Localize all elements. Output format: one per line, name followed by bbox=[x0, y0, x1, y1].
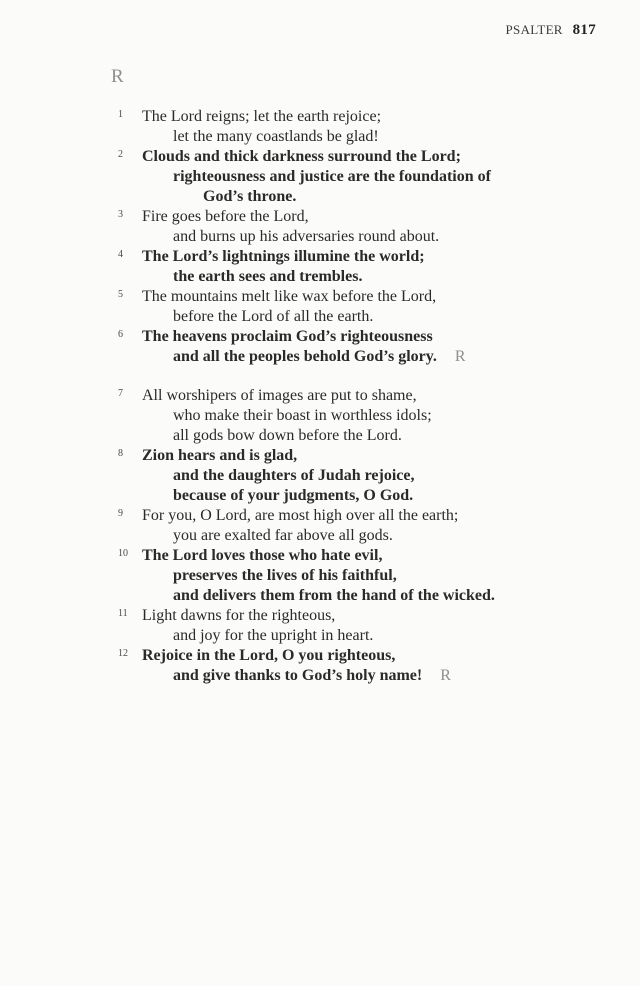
verse-line bbox=[142, 626, 614, 646]
verse bbox=[114, 646, 614, 686]
verse-number: 11 bbox=[118, 608, 128, 619]
verse-line-text: The mountains melt like wax before the Lord, bbox=[142, 288, 437, 305]
verse-line-text: because of your judgments, O God. bbox=[173, 487, 414, 504]
verse bbox=[114, 207, 614, 247]
stanza bbox=[114, 107, 614, 367]
verse-line bbox=[142, 327, 614, 347]
verse-number: 5 bbox=[118, 289, 123, 300]
verse-line bbox=[142, 347, 614, 367]
verse-line bbox=[142, 287, 614, 307]
verse-line bbox=[142, 666, 614, 686]
verse-number: 10 bbox=[118, 548, 128, 559]
verse-line bbox=[142, 127, 614, 147]
verse-line-text: The heavens proclaim God’s righteousness bbox=[142, 328, 433, 345]
verse-line-text: all gods bow down before the Lord. bbox=[173, 427, 402, 444]
verse bbox=[114, 506, 614, 546]
verse-line bbox=[142, 546, 614, 566]
verse bbox=[114, 147, 614, 207]
verse-number: 4 bbox=[118, 249, 123, 260]
section-title: PSALTER bbox=[505, 22, 563, 37]
verse-line-text: Clouds and thick darkness surround the Lord; bbox=[142, 148, 461, 165]
verse-line-text: The Lord reigns; let the earth rejoice; bbox=[142, 108, 382, 125]
verse-number: 3 bbox=[118, 209, 123, 220]
verse-line bbox=[142, 207, 614, 227]
verse-line-text: and burns up his adversaries round about. bbox=[173, 228, 440, 245]
verse-line-text: Light dawns for the righteous, bbox=[142, 607, 336, 624]
verse-number: 1 bbox=[118, 109, 123, 120]
verse-line-text: The Lord loves those who hate evil, bbox=[142, 547, 383, 564]
verse bbox=[114, 546, 614, 606]
verse-line-text: and the daughters of Judah rejoice, bbox=[173, 467, 415, 484]
verse-line bbox=[142, 526, 614, 546]
verse bbox=[114, 606, 614, 646]
verse-line bbox=[142, 227, 614, 247]
verse-line bbox=[142, 107, 614, 127]
verse-line bbox=[142, 466, 614, 486]
verse-line-text: The Lord’s lightnings illumine the world; bbox=[142, 248, 425, 265]
verse-number: 9 bbox=[118, 508, 123, 519]
verse bbox=[114, 287, 614, 327]
verse-line-text: Rejoice in the Lord, O you righteous, bbox=[142, 647, 396, 664]
verse-line-text: who make their boast in worthless idols; bbox=[173, 407, 432, 424]
verse-line-text: let the many coastlands be glad! bbox=[173, 128, 379, 145]
verse-line bbox=[142, 386, 614, 406]
verse-line bbox=[142, 646, 614, 666]
verse-line-text: and delivers them from the hand of the wicked. bbox=[173, 587, 495, 604]
verse bbox=[114, 386, 614, 446]
verse-line bbox=[142, 566, 614, 586]
verse-line-text: All worshipers of images are put to shame, bbox=[142, 387, 417, 404]
verse-line bbox=[142, 446, 614, 466]
verse-line-text: For you, O Lord, are most high over all the earth; bbox=[142, 507, 459, 524]
verse-line-text: you are exalted far above all gods. bbox=[173, 527, 393, 544]
stanza bbox=[114, 386, 614, 686]
verse-line bbox=[142, 147, 614, 167]
verse-line bbox=[142, 167, 614, 187]
psalm-text bbox=[114, 107, 614, 686]
verse-line bbox=[142, 486, 614, 506]
page-header bbox=[506, 22, 596, 39]
verse-line-text: God’s throne. bbox=[203, 188, 297, 205]
verse-number: 2 bbox=[118, 149, 123, 160]
verse-line-text: Fire goes before the Lord, bbox=[142, 208, 309, 225]
refrain-marker: R bbox=[440, 667, 451, 684]
verse-line-text: Zion hears and is glad, bbox=[142, 447, 298, 464]
verse-line bbox=[142, 187, 614, 207]
verse bbox=[114, 247, 614, 287]
verse-line bbox=[142, 426, 614, 446]
verse-line bbox=[142, 506, 614, 526]
verse-line bbox=[142, 247, 614, 267]
verse-line-text: and give thanks to God’s holy name! bbox=[173, 667, 423, 684]
refrain-marker: R bbox=[454, 348, 466, 365]
verse-line bbox=[142, 406, 614, 426]
page-number: 817 bbox=[572, 22, 596, 38]
verse bbox=[114, 107, 614, 147]
verse-number: 7 bbox=[118, 388, 123, 399]
verse-number: 6 bbox=[118, 329, 123, 340]
verse-line-text: and joy for the upright in heart. bbox=[173, 627, 374, 644]
refrain-marker: R bbox=[111, 66, 124, 87]
verse-line-text: preserves the lives of his faithful, bbox=[173, 567, 397, 584]
verse-number: 8 bbox=[118, 448, 123, 459]
verse-number: 12 bbox=[118, 648, 128, 659]
verse-line-text: before the Lord of all the earth. bbox=[173, 308, 374, 325]
verse-line bbox=[142, 586, 614, 606]
verse-line bbox=[142, 307, 614, 327]
verse-line-text: righteousness and justice are the foundation of bbox=[173, 168, 491, 185]
verse bbox=[114, 327, 614, 367]
verse bbox=[114, 446, 614, 506]
verse-line bbox=[142, 267, 614, 287]
verse-line-text: and all the peoples behold God’s glory. bbox=[173, 348, 437, 365]
verse-line bbox=[142, 606, 614, 626]
verse-line-text: the earth sees and trembles. bbox=[173, 268, 363, 285]
